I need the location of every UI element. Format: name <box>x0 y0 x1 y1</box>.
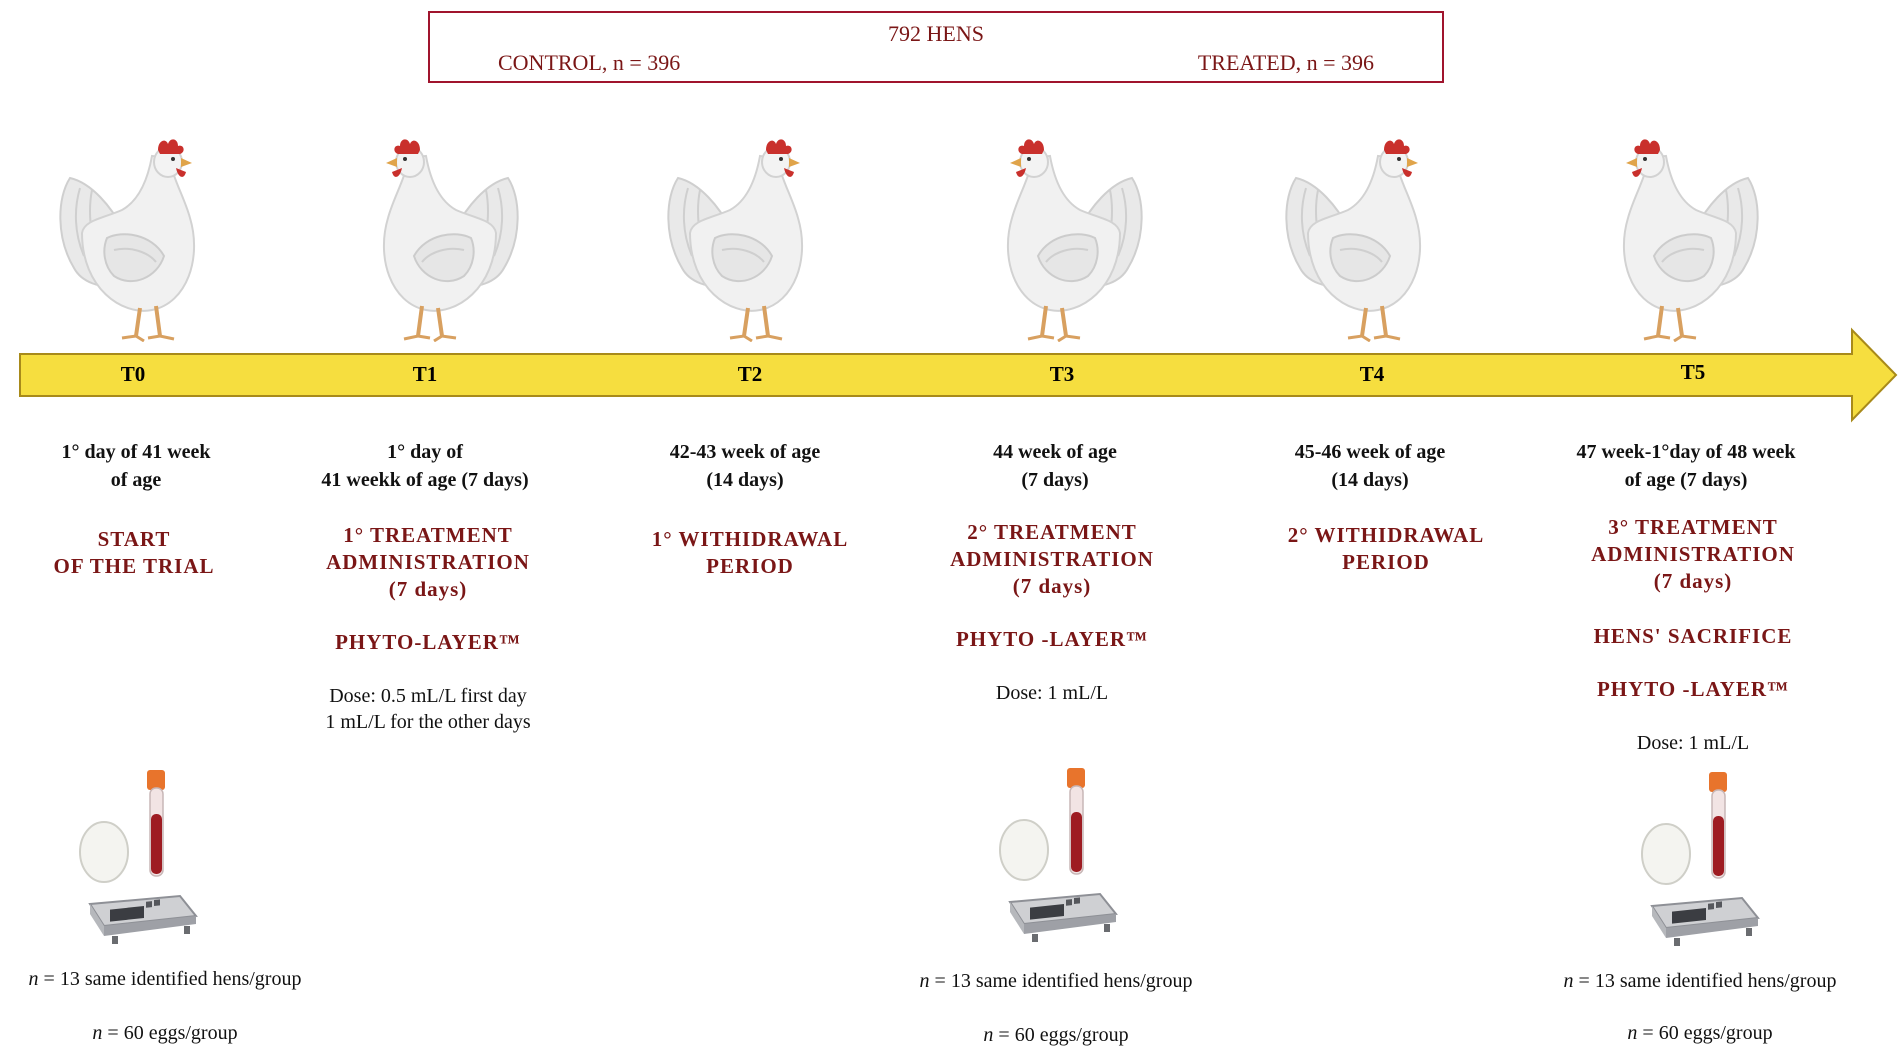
timepoint-age-t5: 47 week-1°day of 48 week of age (7 days) <box>1576 441 1796 491</box>
timepoint-label-t1: T1 <box>412 362 438 386</box>
dose-text-t5: Dose: 1 mL/L <box>1636 732 1750 754</box>
timepoint-event-t1: 1° TREATMENT ADMINISTRATION (7 days) <box>326 523 530 601</box>
cohort-title: 792 HENS <box>888 21 984 46</box>
sampling-kit-t5 <box>1630 766 1770 956</box>
eggs-sample-text-t3: n = 60 eggs/group <box>983 1024 1129 1046</box>
hen-icon <box>52 138 222 342</box>
sampling-kit-t3 <box>988 762 1128 952</box>
timepoint-label-t5: T5 <box>1680 360 1706 384</box>
timepoint-event-t4: 2° WITHIDRAWAL PERIOD <box>1287 523 1485 574</box>
timepoint-age-t0: 1° day of 41 week of age <box>61 441 211 491</box>
hen-icon <box>1596 138 1766 342</box>
timepoint-age-t1: 1° day of 41 weekk of age (7 days) <box>321 441 529 491</box>
eggs-sample-text-t0: n = 60 eggs/group <box>92 1022 238 1044</box>
timepoint-label-t4: T4 <box>1359 362 1385 386</box>
hen-icon <box>980 138 1150 342</box>
hens-sample-text-t5: n = 13 same identified hens/group <box>1563 970 1837 992</box>
sampling-kit-t0 <box>68 764 208 954</box>
timepoint-event-t5: 3° TREATMENT ADMINISTRATION (7 days) <box>1591 515 1795 593</box>
timeline-arrow <box>0 322 1902 428</box>
product-name-t3: PHYTO -LAYER™ <box>955 627 1149 651</box>
treated-group-label: TREATED, n = 396 <box>1197 50 1374 75</box>
timepoint-age-t3: 44 week of age (7 days) <box>993 441 1117 491</box>
timepoint-label-t0: T0 <box>120 362 146 386</box>
hen-icon <box>356 138 526 342</box>
timepoint-label-t3: T3 <box>1049 362 1075 386</box>
timepoint-event-t0: START OF THE TRIAL <box>53 527 215 578</box>
timepoint-age-t2: 42-43 week of age (14 days) <box>669 441 821 491</box>
hens-sample-text-t0: n = 13 same identified hens/group <box>28 968 302 990</box>
dose-text-t3: Dose: 1 mL/L <box>995 682 1109 704</box>
product-name-t1: PHYTO-LAYER™ <box>335 630 521 654</box>
timepoint-event-t3: 2° TREATMENT ADMINISTRATION (7 days) <box>950 520 1154 598</box>
hen-icon <box>1278 138 1448 342</box>
cohort-box <box>428 11 1444 83</box>
product-name-t5: PHYTO -LAYER™ <box>1596 677 1790 701</box>
hens-sample-text-t3: n = 13 same identified hens/group <box>919 970 1193 992</box>
dose-text-t1: Dose: 0.5 mL/L first day 1 mL/L for the other days <box>325 685 531 733</box>
sacrifice-label-t5: HENS' SACRIFICE <box>1593 624 1793 648</box>
timepoint-label-t2: T2 <box>737 362 763 386</box>
eggs-sample-text-t5: n = 60 eggs/group <box>1627 1022 1773 1044</box>
control-group-label: CONTROL, n = 396 <box>498 50 681 75</box>
timepoint-age-t4: 45-46 week of age (14 days) <box>1294 441 1446 491</box>
timepoint-event-t2: 1° WITHIDRAWAL PERIOD <box>651 527 849 578</box>
hen-icon <box>660 138 830 342</box>
